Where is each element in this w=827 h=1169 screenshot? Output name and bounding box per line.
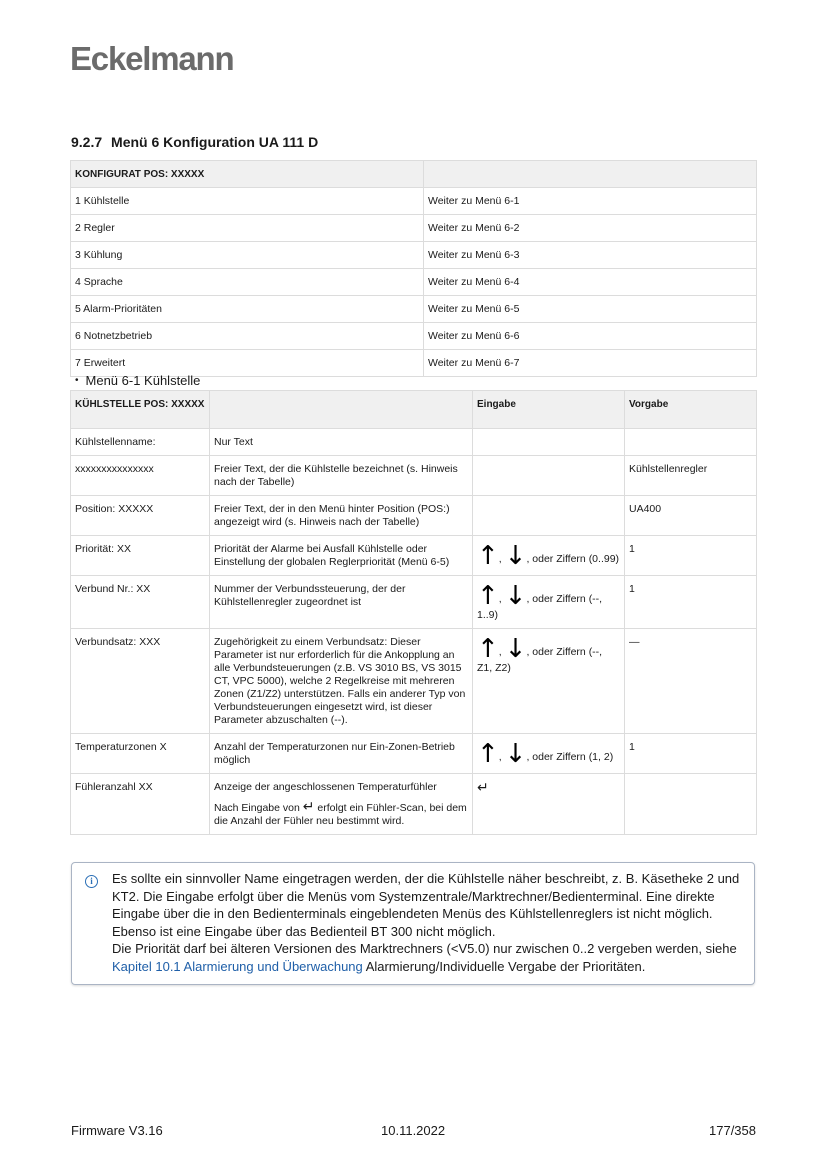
- param-name: Verbundsatz: XXX: [71, 629, 210, 734]
- menu-target: Weiter zu Menü 6-2: [424, 215, 757, 242]
- arrow-up-icon: ↑: [477, 541, 499, 571]
- menu-item: 6 Notnetzbetrieb: [71, 323, 424, 350]
- param-description: Zugehörigkeit zu einem Verbundsatz: Dieser Parameter ist nur erforderlich für die Ankopplung an alle Verbundsteuerungen (z.B. VS 3010 BS, VS 3015 CT, VPC 5000), welche 2 Regelkreise mit mehreren Zonen (Z1/Z2) unterstützen. Falls ein anderer Typ von Verbundsteuerungen eingesetzt wird, ist dieser Parameter abzuschalten (--).: [210, 629, 473, 734]
- table-header-cell: KONFIGURAT POS: XXXXX: [71, 161, 424, 188]
- input-hint: , oder Ziffern (0..99): [526, 553, 620, 565]
- table-row: [71, 429, 757, 456]
- table-row: [71, 323, 757, 350]
- chapter-link[interactable]: Kapitel 10.1 Alarmierung und Überwachung: [112, 958, 363, 974]
- menu-target: Weiter zu Menü 6-1: [424, 188, 757, 215]
- param-default: [625, 774, 757, 835]
- menu-item: 7 Erweitert: [71, 350, 424, 377]
- table-row: [71, 629, 757, 734]
- param-name: Priorität: XX: [71, 536, 210, 576]
- table-header-cell: [424, 161, 757, 188]
- enter-key-icon: ↵: [477, 780, 489, 796]
- param-description: Nur Text: [210, 429, 473, 456]
- param-default: Kühlstellenregler: [625, 456, 757, 496]
- param-description: Freier Text, der in den Menü hinter Position (POS:) angezeigt wird (s. Hinweis nach der Tabelle): [210, 496, 473, 536]
- param-input: [473, 629, 625, 734]
- param-name: Verbund Nr.: XX: [71, 576, 210, 629]
- separator: ,: [498, 751, 502, 763]
- param-default: 1: [625, 536, 757, 576]
- note-paragraph: Die Priorität darf bei älteren Versionen des Marktrechners (<V5.0) nur zwischen 0..2 vergeben werden, siehe: [112, 941, 737, 957]
- param-default: [625, 429, 757, 456]
- param-name: Kühlstellenname:: [71, 429, 210, 456]
- menu-target: Weiter zu Menü 6-7: [424, 350, 757, 377]
- param-input: [473, 576, 625, 629]
- table-row: [71, 242, 757, 269]
- subsection-label: Menü 6-1 Kühlstelle: [85, 373, 201, 388]
- param-input: [473, 456, 625, 496]
- menu-target: Weiter zu Menü 6-5: [424, 296, 757, 323]
- info-note-text: [112, 870, 752, 976]
- table-row: [71, 496, 757, 536]
- desc-text: erfolgt ein Fühler-Scan, bei dem die Anzahl der Fühler neu bestimmt wird.: [214, 802, 467, 827]
- table-row: [71, 576, 757, 629]
- param-name: Fühleranzahl XX: [71, 774, 210, 835]
- section-title-text: Menü 6 Konfiguration UA 111 D: [111, 134, 319, 150]
- note-paragraph: Alarmierung/Individuelle Vergabe der Prioritäten.: [365, 958, 646, 974]
- section-number: 9.2.7: [71, 134, 103, 150]
- table-row: [71, 774, 757, 835]
- desc-text: Nach Eingabe von: [214, 802, 300, 814]
- input-hint: , oder Ziffern (1, 2): [526, 751, 614, 763]
- separator: ,: [498, 593, 502, 605]
- param-name: xxxxxxxxxxxxxxx: [71, 456, 210, 496]
- param-description: Anzahl der Temperaturzonen nur Ein-Zonen-Betrieb möglich: [210, 734, 473, 774]
- param-description: [210, 774, 473, 835]
- table-header-cell: Vorgabe: [625, 391, 757, 429]
- arrow-up-icon: ↑: [477, 739, 499, 769]
- menu-target: Weiter zu Menü 6-4: [424, 269, 757, 296]
- table-header-row: [71, 391, 757, 429]
- param-default: 1: [625, 734, 757, 774]
- config-menu-table: [70, 160, 757, 377]
- footer-firmware: Firmware V3.16: [71, 1123, 163, 1138]
- separator: ,: [498, 646, 502, 658]
- param-input: [473, 496, 625, 536]
- table-header-row: [71, 161, 757, 188]
- info-icon: i: [85, 875, 98, 888]
- eckelmann-logo: Eckelmann: [70, 40, 234, 77]
- param-name: Position: XXXXX: [71, 496, 210, 536]
- param-default: UA400: [625, 496, 757, 536]
- table-row: [71, 536, 757, 576]
- param-input: [473, 734, 625, 774]
- table-header-cell: Eingabe: [473, 391, 625, 429]
- arrow-down-icon: ↓: [504, 634, 527, 664]
- table-row: [71, 188, 757, 215]
- subsection-heading: [75, 373, 200, 388]
- menu-item: 5 Alarm-Prioritäten: [71, 296, 424, 323]
- table-header-cell: KÜHLSTELLE POS: XXXXX: [71, 391, 210, 429]
- param-description: Nummer der Verbundssteuerung, der der Kühlstellenregler zugeordnet ist: [210, 576, 473, 629]
- arrow-down-icon: ↓: [504, 739, 527, 769]
- footer-date: 10.11.2022: [381, 1123, 446, 1138]
- table-row: [71, 215, 757, 242]
- section-title: [71, 134, 318, 150]
- param-description: Freier Text, der die Kühlstelle bezeichnet (s. Hinweis nach der Tabelle): [210, 456, 473, 496]
- arrow-down-icon: ↓: [504, 581, 527, 611]
- menu-target: Weiter zu Menü 6-3: [424, 242, 757, 269]
- input-hint: , oder Ziffern (--, Z1, Z2): [477, 646, 603, 674]
- param-default: 1: [625, 576, 757, 629]
- separator: ,: [498, 553, 502, 565]
- menu-item: 2 Regler: [71, 215, 424, 242]
- param-name: Temperaturzonen X: [71, 734, 210, 774]
- kuehlstelle-parameter-table: [70, 390, 757, 835]
- menu-item: 1 Kühlstelle: [71, 188, 424, 215]
- table-header-cell: [210, 391, 473, 429]
- table-row: [71, 296, 757, 323]
- param-default: —: [625, 629, 757, 734]
- table-row: [71, 269, 757, 296]
- table-row: [71, 734, 757, 774]
- param-description-line: [214, 800, 468, 828]
- bullet-icon: •: [75, 375, 79, 386]
- arrow-down-icon: ↓: [504, 541, 527, 571]
- input-hint: , oder Ziffern (--, 1..9): [477, 593, 603, 621]
- menu-item: 3 Kühlung: [71, 242, 424, 269]
- param-input: [473, 774, 625, 835]
- param-description-line: Anzeige der angeschlossenen Temperaturfühler: [214, 781, 437, 793]
- arrow-up-icon: ↑: [477, 581, 499, 611]
- note-paragraph: Es sollte ein sinnvoller Name eingetragen werden, der die Kühlstelle näher beschreibt, z. B. Käsetheke 2 und KT2. Die Eingabe erfolgt über die Menüs vom Systemzentrale/Marktrechner/Bedienterminal. Eine direkte Eingabe über die in den Bedienterminals eingeblendeten Menüs des Kühlstellenreglers ist nicht möglich. Ebenso ist eine Eingabe über das Bedienteil BT 300 nicht möglich.: [112, 871, 740, 939]
- info-note-box: [71, 862, 755, 985]
- param-input: [473, 536, 625, 576]
- param-input: [473, 429, 625, 456]
- menu-target: Weiter zu Menü 6-6: [424, 323, 757, 350]
- arrow-up-icon: ↑: [477, 634, 499, 664]
- table-row: [71, 456, 757, 496]
- param-description: Priorität der Alarme bei Ausfall Kühlstelle oder Einstellung der globalen Reglerpriorität (Menü 6-5): [210, 536, 473, 576]
- footer-page-number: 177/358: [709, 1123, 756, 1138]
- menu-item: 4 Sprache: [71, 269, 424, 296]
- enter-key-icon: ↵: [302, 799, 315, 815]
